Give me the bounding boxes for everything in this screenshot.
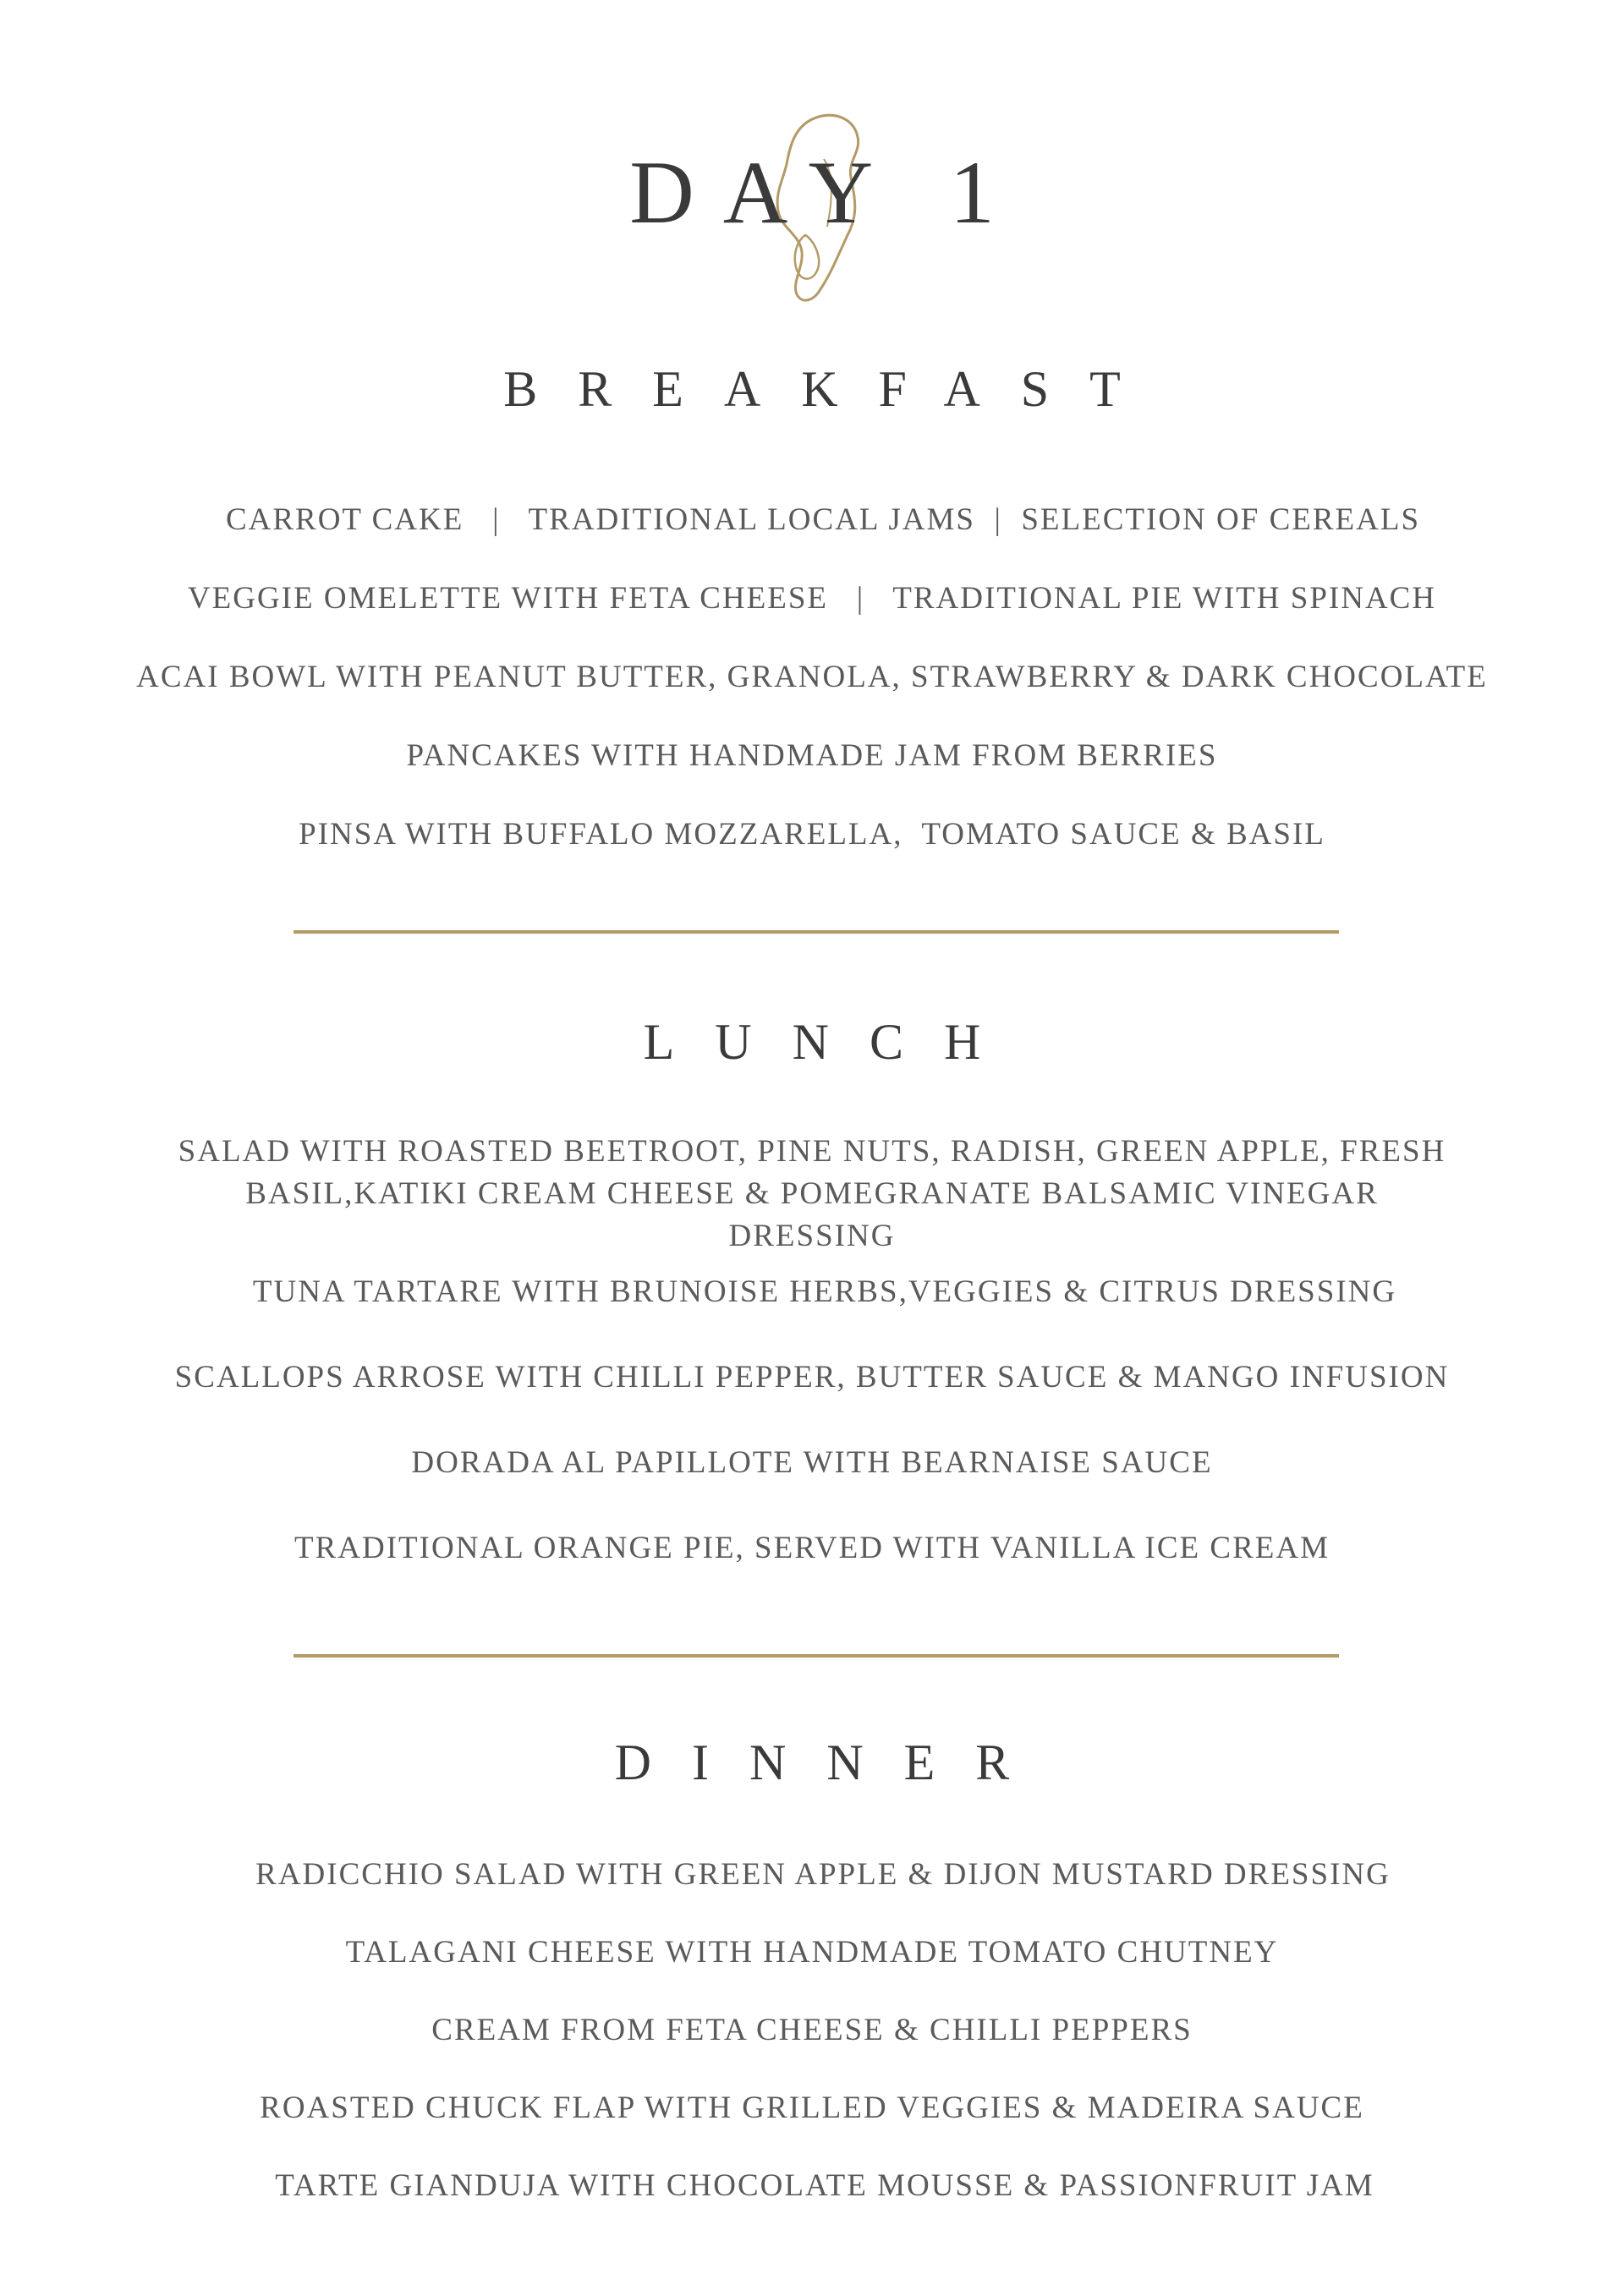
dinner-item: CREAM FROM FETA CHEESE & CHILLI PEPPERS — [431, 2013, 1193, 2047]
lunch-item: BASIL,KATIKI CREAM CHEESE & POMEGRANATE BALSAMIC VINEGAR — [245, 1176, 1379, 1211]
breakfast-item: CARROT CAKE | TRADITIONAL LOCAL JAMS | SELECTION OF CEREALS — [225, 502, 1421, 537]
breakfast-item: ACAI BOWL WITH PEANUT BUTTER, GRANOLA, STRAWBERRY & DARK CHOCOLATE — [136, 660, 1488, 694]
lunch-item: TUNA TARTARE WITH BRUNOISE HERBS,VEGGIES & CITRUS DRESSING — [252, 1274, 1397, 1309]
dinner-heading: DINNER — [614, 1734, 1051, 1790]
breakfast-item: PANCAKES WITH HANDMADE JAM FROM BERRIES — [406, 738, 1218, 773]
dinner-item: RADICCHIO SALAD WITH GREEN APPLE & DIJON MUSTARD DRESSING — [255, 1857, 1391, 1892]
lunch-item: SCALLOPS ARROSE WITH CHILLI PEPPER, BUTTER SAUCE & MANGO INFUSION — [174, 1360, 1450, 1395]
dinner-item: TALAGANI CHEESE WITH HANDMADE TOMATO CHUTNEY — [345, 1935, 1279, 1970]
breakfast-item: VEGGIE OMELETTE WITH FETA CHEESE | TRADITIONAL PIE WITH SPINACH — [187, 581, 1437, 616]
lunch-item: DORADA AL PAPILLOTE WITH BEARNAISE SAUCE — [411, 1445, 1213, 1480]
dinner-item: TARTE GIANDUJA WITH CHOCOLATE MOUSSE & PASSIONFRUIT JAM — [275, 2168, 1374, 2203]
dinner-item: ROASTED CHUCK FLAP WITH GRILLED VEGGIES & MADEIRA SAUCE — [260, 2091, 1364, 2125]
page-title: DAY 1 — [629, 143, 1023, 242]
lunch-heading: LUNCH — [643, 1014, 1022, 1070]
lunch-item: DRESSING — [728, 1219, 896, 1253]
breakfast-heading: BREAKFAST — [503, 361, 1161, 417]
section-divider — [294, 1654, 1339, 1658]
lunch-item: TRADITIONAL ORANGE PIE, SERVED WITH VANILLA ICE CREAM — [294, 1531, 1330, 1565]
section-divider — [294, 930, 1339, 934]
breakfast-item: PINSA WITH BUFFALO MOZZARELLA, TOMATO SAUCE & BASIL — [299, 817, 1325, 852]
lunch-item: SALAD WITH ROASTED BEETROOT, PINE NUTS, RADISH, GREEN APPLE, FRESH — [178, 1134, 1446, 1169]
